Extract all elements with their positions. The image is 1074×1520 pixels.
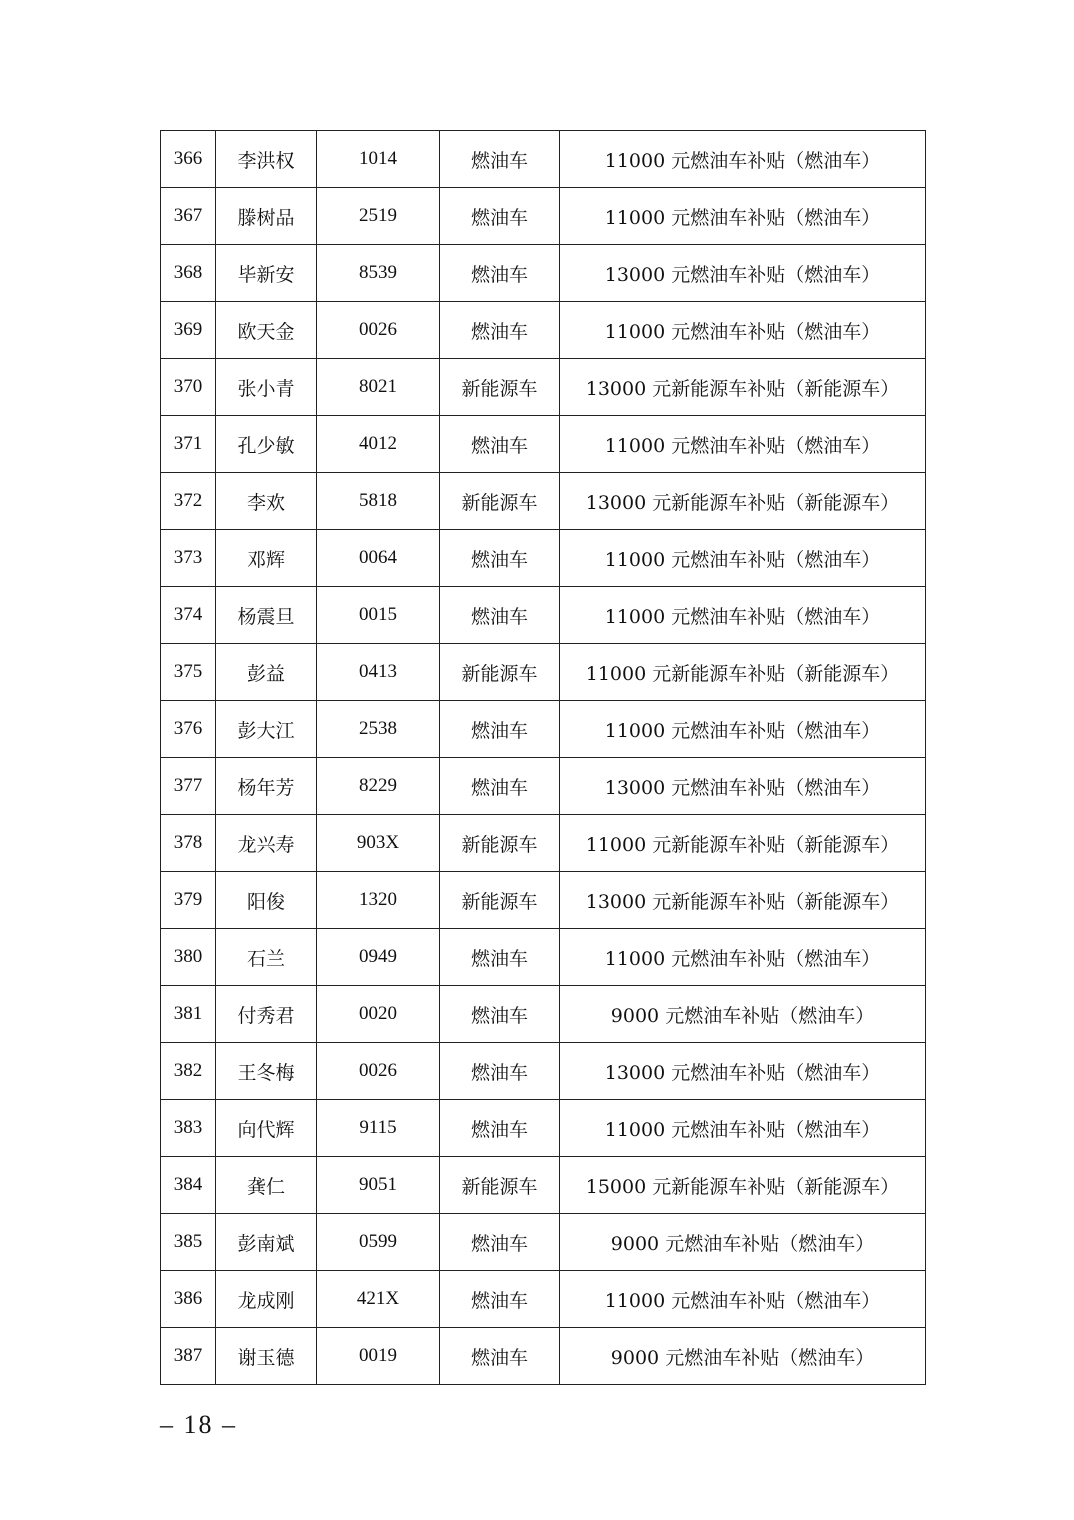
vehicle-type: 燃油车 xyxy=(440,929,560,986)
row-number: 371 xyxy=(161,416,216,473)
row-number: 385 xyxy=(161,1214,216,1271)
vehicle-type: 燃油车 xyxy=(440,1271,560,1328)
id-suffix: 9115 xyxy=(317,1100,440,1157)
subsidy-description: 11000 元燃油车补贴（燃油车） xyxy=(560,416,926,473)
id-suffix: 9051 xyxy=(317,1157,440,1214)
page-number: – 18 – xyxy=(160,1410,237,1439)
subsidy-description: 11000 元新能源车补贴（新能源车） xyxy=(560,644,926,701)
vehicle-type: 燃油车 xyxy=(440,701,560,758)
table-row xyxy=(161,131,926,188)
id-suffix: 0064 xyxy=(317,530,440,587)
row-number: 376 xyxy=(161,701,216,758)
table-row xyxy=(161,1043,926,1100)
table-row xyxy=(161,473,926,530)
vehicle-type: 燃油车 xyxy=(440,758,560,815)
row-number: 382 xyxy=(161,1043,216,1100)
subsidy-description: 11000 元新能源车补贴（新能源车） xyxy=(560,815,926,872)
id-suffix: 0026 xyxy=(317,1043,440,1100)
id-suffix: 1014 xyxy=(317,131,440,188)
vehicle-type: 新能源车 xyxy=(440,359,560,416)
row-number: 379 xyxy=(161,872,216,929)
person-name: 杨震旦 xyxy=(216,587,317,644)
subsidy-description: 11000 元燃油车补贴（燃油车） xyxy=(560,131,926,188)
vehicle-type: 燃油车 xyxy=(440,1328,560,1385)
subsidy-description: 13000 元新能源车补贴（新能源车） xyxy=(560,473,926,530)
subsidy-description: 13000 元新能源车补贴（新能源车） xyxy=(560,872,926,929)
row-number: 367 xyxy=(161,188,216,245)
id-suffix: 5818 xyxy=(317,473,440,530)
id-suffix: 2519 xyxy=(317,188,440,245)
vehicle-type: 新能源车 xyxy=(440,473,560,530)
person-name: 毕新安 xyxy=(216,245,317,302)
subsidy-description: 11000 元燃油车补贴（燃油车） xyxy=(560,1271,926,1328)
row-number: 383 xyxy=(161,1100,216,1157)
row-number: 369 xyxy=(161,302,216,359)
vehicle-type: 燃油车 xyxy=(440,302,560,359)
vehicle-type: 燃油车 xyxy=(440,1214,560,1271)
id-suffix: 1320 xyxy=(317,872,440,929)
person-name: 李洪权 xyxy=(216,131,317,188)
row-number: 386 xyxy=(161,1271,216,1328)
id-suffix: 0019 xyxy=(317,1328,440,1385)
id-suffix: 8229 xyxy=(317,758,440,815)
row-number: 387 xyxy=(161,1328,216,1385)
id-suffix: 0015 xyxy=(317,587,440,644)
id-suffix: 0413 xyxy=(317,644,440,701)
id-suffix: 903X xyxy=(317,815,440,872)
subsidy-description: 15000 元新能源车补贴（新能源车） xyxy=(560,1157,926,1214)
person-name: 谢玉德 xyxy=(216,1328,317,1385)
row-number: 378 xyxy=(161,815,216,872)
table-row xyxy=(161,1271,926,1328)
person-name: 石兰 xyxy=(216,929,317,986)
table-row xyxy=(161,929,926,986)
table-row xyxy=(161,815,926,872)
subsidy-description: 9000 元燃油车补贴（燃油车） xyxy=(560,1214,926,1271)
table-row xyxy=(161,758,926,815)
table-row xyxy=(161,1100,926,1157)
subsidy-description: 11000 元燃油车补贴（燃油车） xyxy=(560,188,926,245)
id-suffix: 421X xyxy=(317,1271,440,1328)
person-name: 付秀君 xyxy=(216,986,317,1043)
vehicle-type: 燃油车 xyxy=(440,1100,560,1157)
person-name: 龚仁 xyxy=(216,1157,317,1214)
vehicle-type: 燃油车 xyxy=(440,245,560,302)
table-row xyxy=(161,188,926,245)
table-row xyxy=(161,530,926,587)
id-suffix: 0026 xyxy=(317,302,440,359)
person-name: 滕树品 xyxy=(216,188,317,245)
subsidy-description: 11000 元燃油车补贴（燃油车） xyxy=(560,929,926,986)
vehicle-type: 新能源车 xyxy=(440,872,560,929)
vehicle-type: 燃油车 xyxy=(440,416,560,473)
subsidy-description: 11000 元燃油车补贴（燃油车） xyxy=(560,587,926,644)
table-row xyxy=(161,1157,926,1214)
subsidy-table-body xyxy=(161,131,926,1385)
table-row xyxy=(161,701,926,758)
row-number: 372 xyxy=(161,473,216,530)
subsidy-description: 11000 元燃油车补贴（燃油车） xyxy=(560,530,926,587)
person-name: 王冬梅 xyxy=(216,1043,317,1100)
vehicle-type: 燃油车 xyxy=(440,131,560,188)
subsidy-description: 13000 元燃油车补贴（燃油车） xyxy=(560,1043,926,1100)
table-row xyxy=(161,1214,926,1271)
table-row xyxy=(161,359,926,416)
table-row xyxy=(161,587,926,644)
vehicle-type: 燃油车 xyxy=(440,1043,560,1100)
id-suffix: 8539 xyxy=(317,245,440,302)
subsidy-description: 13000 元燃油车补贴（燃油车） xyxy=(560,758,926,815)
vehicle-type: 燃油车 xyxy=(440,530,560,587)
subsidy-description: 9000 元燃油车补贴（燃油车） xyxy=(560,986,926,1043)
subsidy-description: 11000 元燃油车补贴（燃油车） xyxy=(560,701,926,758)
subsidy-description: 11000 元燃油车补贴（燃油车） xyxy=(560,1100,926,1157)
table-row xyxy=(161,245,926,302)
subsidy-table xyxy=(160,130,926,1385)
person-name: 杨年芳 xyxy=(216,758,317,815)
person-name: 向代辉 xyxy=(216,1100,317,1157)
id-suffix: 0599 xyxy=(317,1214,440,1271)
person-name: 李欢 xyxy=(216,473,317,530)
vehicle-type: 燃油车 xyxy=(440,587,560,644)
id-suffix: 8021 xyxy=(317,359,440,416)
person-name: 张小青 xyxy=(216,359,317,416)
row-number: 370 xyxy=(161,359,216,416)
row-number: 366 xyxy=(161,131,216,188)
row-number: 384 xyxy=(161,1157,216,1214)
vehicle-type: 燃油车 xyxy=(440,188,560,245)
subsidy-description: 9000 元燃油车补贴（燃油车） xyxy=(560,1328,926,1385)
row-number: 375 xyxy=(161,644,216,701)
id-suffix: 0949 xyxy=(317,929,440,986)
subsidy-description: 13000 元燃油车补贴（燃油车） xyxy=(560,245,926,302)
id-suffix: 0020 xyxy=(317,986,440,1043)
row-number: 380 xyxy=(161,929,216,986)
person-name: 欧天金 xyxy=(216,302,317,359)
vehicle-type: 新能源车 xyxy=(440,1157,560,1214)
row-number: 368 xyxy=(161,245,216,302)
vehicle-type: 新能源车 xyxy=(440,815,560,872)
person-name: 龙成刚 xyxy=(216,1271,317,1328)
person-name: 阳俊 xyxy=(216,872,317,929)
table-row xyxy=(161,416,926,473)
vehicle-type: 燃油车 xyxy=(440,986,560,1043)
id-suffix: 2538 xyxy=(317,701,440,758)
person-name: 孔少敏 xyxy=(216,416,317,473)
person-name: 龙兴寿 xyxy=(216,815,317,872)
person-name: 彭益 xyxy=(216,644,317,701)
id-suffix: 4012 xyxy=(317,416,440,473)
subsidy-description: 11000 元燃油车补贴（燃油车） xyxy=(560,302,926,359)
person-name: 彭南斌 xyxy=(216,1214,317,1271)
table-row xyxy=(161,1328,926,1385)
row-number: 381 xyxy=(161,986,216,1043)
row-number: 373 xyxy=(161,530,216,587)
vehicle-type: 新能源车 xyxy=(440,644,560,701)
row-number: 377 xyxy=(161,758,216,815)
table-row xyxy=(161,872,926,929)
row-number: 374 xyxy=(161,587,216,644)
subsidy-description: 13000 元新能源车补贴（新能源车） xyxy=(560,359,926,416)
table-row xyxy=(161,986,926,1043)
table-row xyxy=(161,644,926,701)
person-name: 邓辉 xyxy=(216,530,317,587)
table-row xyxy=(161,302,926,359)
person-name: 彭大江 xyxy=(216,701,317,758)
